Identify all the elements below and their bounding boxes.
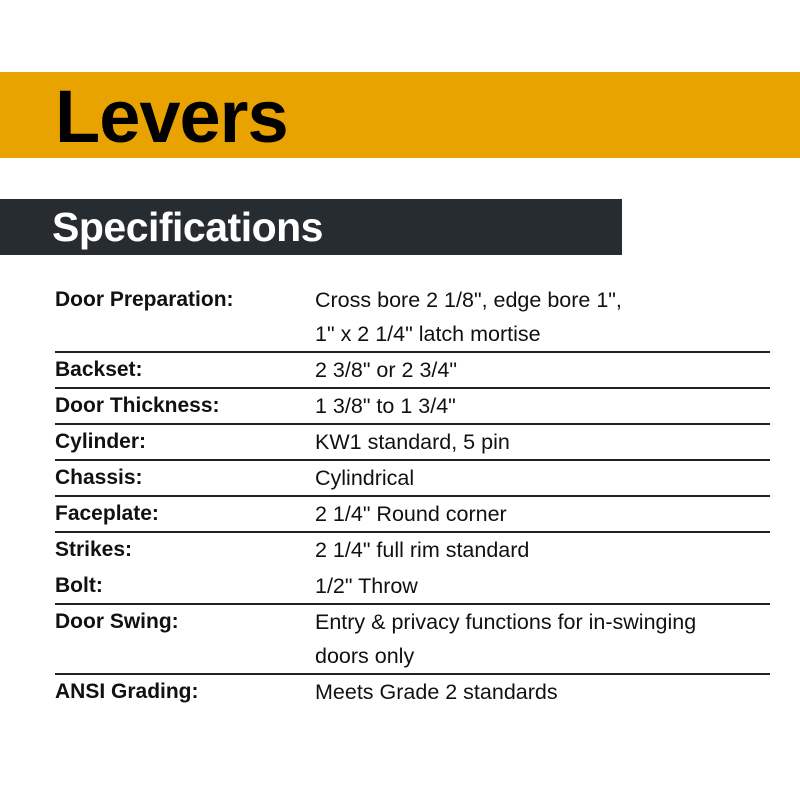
spec-label: Backset: [55, 358, 143, 381]
spec-row-faceplate [55, 497, 770, 533]
spec-row-door-thickness [55, 389, 770, 425]
spec-row-door-preparation [55, 283, 770, 353]
spec-row-bolt [55, 569, 770, 605]
spec-row-backset [55, 353, 770, 389]
spec-row-chassis [55, 461, 770, 497]
spec-label: Bolt: [55, 574, 103, 597]
spec-label: Door Swing: [55, 610, 179, 633]
spec-value-line: Entry & privacy functions for in-swinging [315, 610, 697, 634]
spec-value-line: 1" x 2 1/4" latch mortise [315, 322, 541, 346]
spec-row-cylinder [55, 425, 770, 461]
spec-value: 2 1/4" Round corner [315, 502, 507, 526]
spec-value: 1 3/8" to 1 3/4" [315, 394, 456, 418]
spec-value-line: Cross bore 2 1/8", edge bore 1", [315, 288, 622, 312]
spec-value: 2 1/4" full rim standard [315, 538, 530, 562]
spec-label: Cylinder: [55, 430, 147, 453]
spec-row-ansi-grading [55, 675, 770, 711]
spec-label: Faceplate: [55, 502, 159, 525]
spec-row-door-swing [55, 605, 770, 675]
spec-value: 1/2" Throw [315, 574, 418, 598]
spec-value: Meets Grade 2 standards [315, 680, 558, 704]
spec-value: Cylindrical [315, 466, 415, 490]
spec-label: Door Preparation: [55, 288, 234, 311]
spec-label: Strikes: [55, 538, 133, 561]
page-title: Levers [55, 75, 288, 158]
section-title: Specifications [52, 204, 323, 250]
spec-value [315, 283, 770, 351]
spec-row-strikes [55, 533, 770, 569]
spec-value: KW1 standard, 5 pin [315, 430, 510, 454]
specifications-table [55, 283, 770, 711]
spec-value [315, 605, 770, 673]
spec-label: Chassis: [55, 466, 143, 489]
spec-value-line: doors only [315, 644, 415, 668]
spec-value: 2 3/8" or 2 3/4" [315, 358, 457, 382]
spec-label: ANSI Grading: [55, 680, 199, 703]
spec-label: Door Thickness: [55, 394, 220, 417]
